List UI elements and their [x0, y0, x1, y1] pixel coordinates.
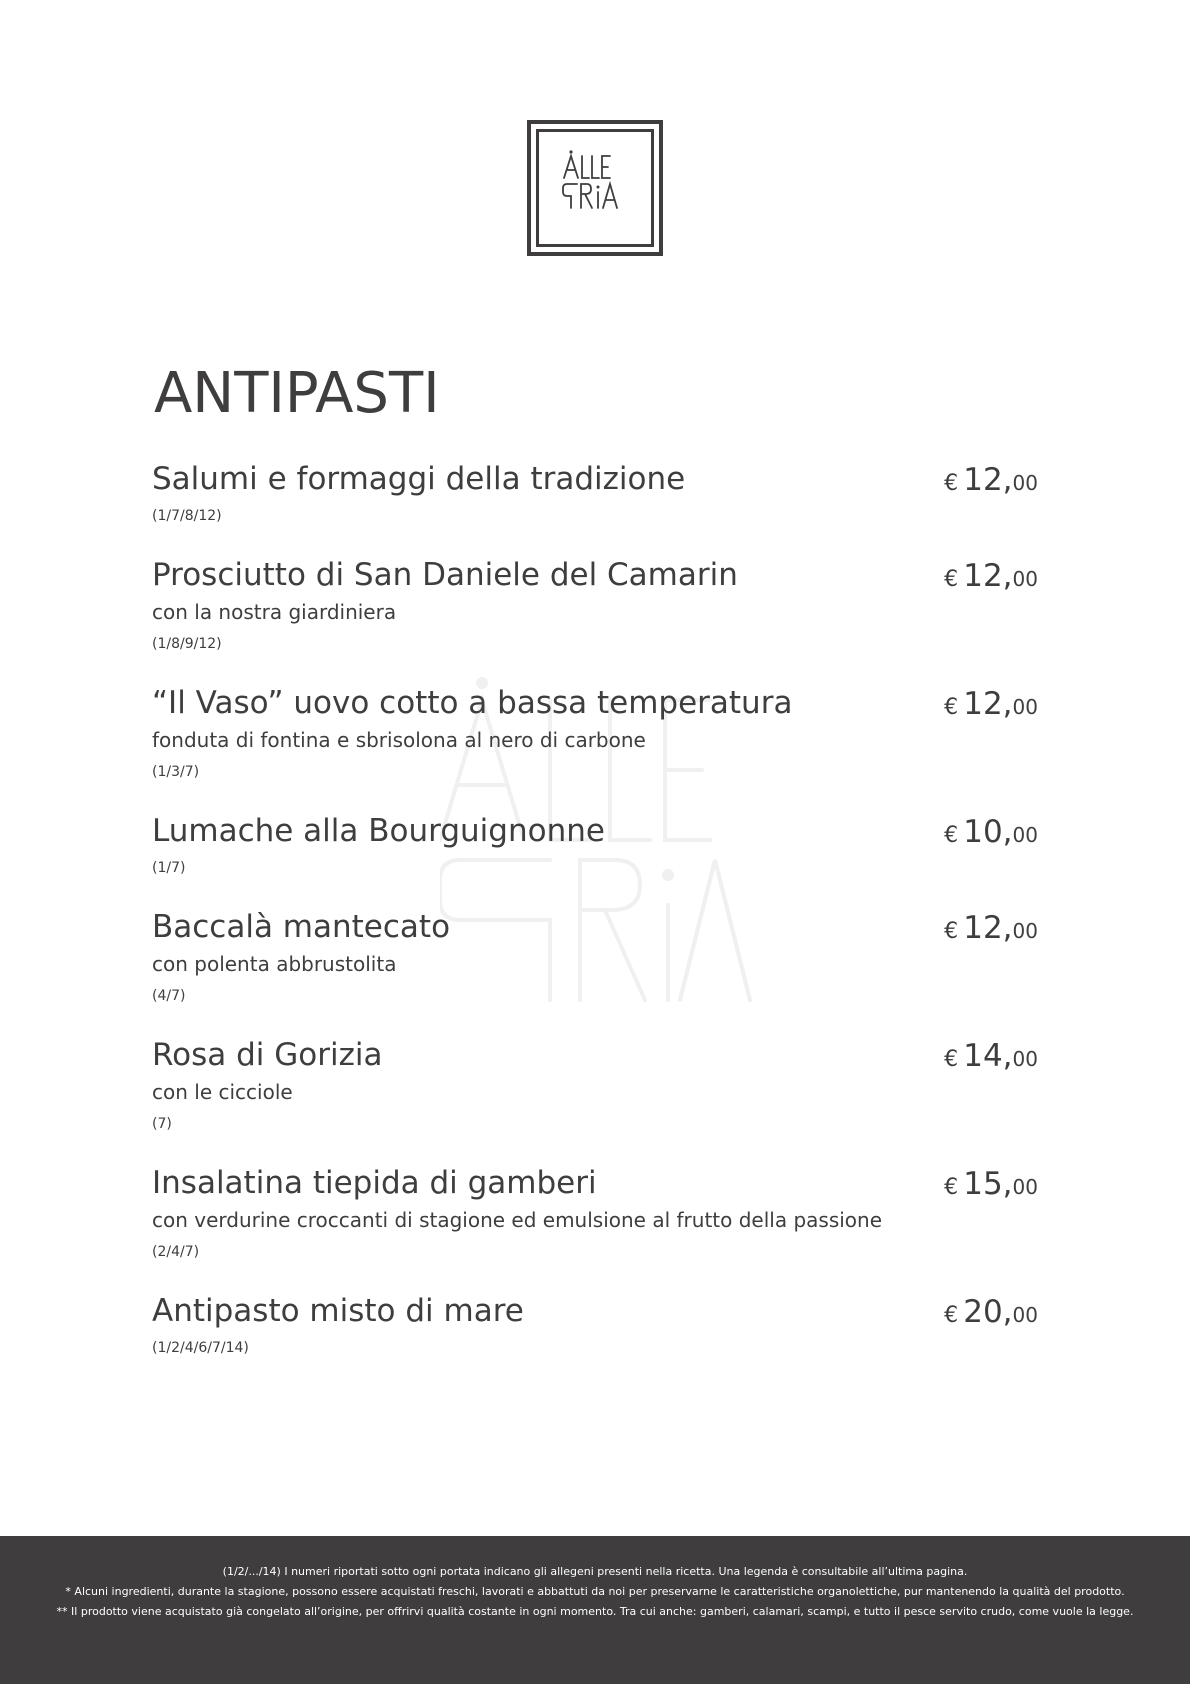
- dish-name: “Il Vaso” uovo cotto a bassa temperatura: [152, 685, 793, 721]
- price-decimals: 00: [1012, 1303, 1038, 1327]
- dish-allergens: (4/7): [152, 988, 186, 1004]
- dish-allergens: (7): [152, 1116, 172, 1132]
- dish-description: fonduta di fontina e sbrisolona al nero di carbone: [152, 728, 646, 752]
- dish-price: [944, 1038, 1038, 1074]
- menu-item: [152, 1292, 1040, 1358]
- dish-price: [944, 814, 1038, 850]
- price-decimals: 00: [1012, 1175, 1038, 1199]
- dish-name: Insalatina tiepida di gamberi: [152, 1165, 597, 1201]
- price-currency: €: [944, 695, 959, 720]
- price-integer: 14,: [963, 1038, 1013, 1074]
- restaurant-logo: [527, 120, 663, 256]
- menu-item: [152, 1164, 1040, 1262]
- dish-name: Salumi e formaggi della tradizione: [152, 461, 686, 497]
- dish-allergens: (1/2/4/6/7/14): [152, 1340, 249, 1356]
- footer-fresh-note: * Alcuni ingredienti, durante la stagione, possono essere acquistati freschi, lavorati e abbattuti da noi per preservarne le caratteristiche organolettiche, pur mantenendo la qualità del prodotto.: [65, 1585, 1125, 1598]
- section-title: ANTIPASTI: [154, 361, 440, 426]
- price-decimals: 00: [1012, 695, 1038, 719]
- dish-allergens: (2/4/7): [152, 1244, 200, 1260]
- dish-name: Rosa di Gorizia: [152, 1037, 383, 1073]
- price-currency: €: [944, 471, 959, 496]
- dish-price: [944, 558, 1038, 594]
- dish-name: Antipasto misto di mare: [152, 1293, 524, 1329]
- price-currency: €: [944, 1047, 959, 1072]
- dish-name: Prosciutto di San Daniele del Camarin: [152, 557, 738, 593]
- dish-description: con polenta abbrustolita: [152, 952, 397, 976]
- footer-notes: [0, 1536, 1190, 1684]
- dish-description: con le cicciole: [152, 1080, 293, 1104]
- price-currency: €: [944, 1175, 959, 1200]
- price-decimals: 00: [1012, 823, 1038, 847]
- price-currency: €: [944, 823, 959, 848]
- logo-wordmark-icon: [531, 124, 659, 252]
- price-decimals: 00: [1012, 1047, 1038, 1071]
- dish-allergens: (1/3/7): [152, 764, 200, 780]
- footer-allergen-note: (1/2/.../14) I numeri riportati sotto ogni portata indicano gli allegeni presenti nella ricetta. Una legenda è consultabile all’ultima pagina.: [222, 1565, 968, 1578]
- price-currency: €: [944, 567, 959, 592]
- price-integer: 10,: [963, 814, 1013, 850]
- dish-price: [944, 462, 1038, 498]
- dish-allergens: (1/7): [152, 860, 186, 876]
- price-integer: 12,: [963, 910, 1013, 946]
- dish-price: [944, 910, 1038, 946]
- price-integer: 12,: [963, 558, 1013, 594]
- dish-price: [944, 1294, 1038, 1330]
- menu-item: [152, 908, 1040, 1006]
- price-decimals: 00: [1012, 471, 1038, 495]
- menu-item: [152, 684, 1040, 782]
- dish-price: [944, 686, 1038, 722]
- menu-item: [152, 556, 1040, 654]
- menu-item: [152, 460, 1040, 526]
- price-currency: €: [944, 919, 959, 944]
- price-integer: 20,: [963, 1294, 1013, 1330]
- dish-name: Baccalà mantecato: [152, 909, 451, 945]
- dish-price: [944, 1166, 1038, 1202]
- dish-description: con verdurine croccanti di stagione ed emulsione al frutto della passione: [152, 1208, 883, 1232]
- menu-item: [152, 812, 1040, 878]
- dish-name: Lumache alla Bourguignonne: [152, 813, 605, 849]
- price-integer: 12,: [963, 686, 1013, 722]
- price-integer: 12,: [963, 462, 1013, 498]
- price-integer: 15,: [963, 1166, 1013, 1202]
- price-decimals: 00: [1012, 567, 1038, 591]
- price-decimals: 00: [1012, 919, 1038, 943]
- dish-allergens: (1/7/8/12): [152, 508, 222, 524]
- menu-item: [152, 1036, 1040, 1134]
- footer-frozen-note: ** Il prodotto viene acquistato già congelato all’origine, per offrirvi qualità costante in ogni momento. Tra cui anche: gamberi, calamari, scampi, e tutto il pesce servito crudo, come vuole la legge.: [56, 1605, 1134, 1618]
- dish-allergens: (1/8/9/12): [152, 636, 222, 652]
- price-currency: €: [944, 1303, 959, 1328]
- dish-description: con la nostra giardiniera: [152, 600, 397, 624]
